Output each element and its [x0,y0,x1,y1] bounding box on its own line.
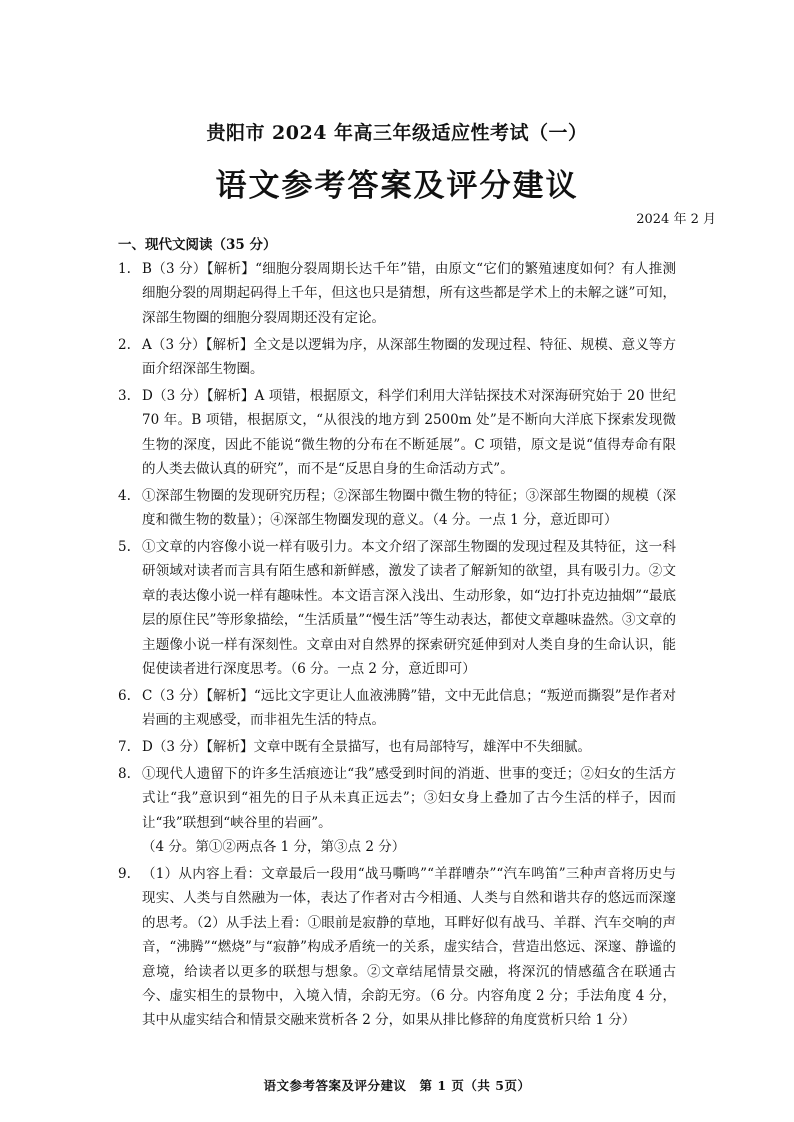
answer-number: 3. [118,387,131,404]
answer-text: ①深部生物圈的发现研究历程；②深部生物圈中微生物的特征；③深部生物圈的规模（深度和微生物的数量）；④深部生物圈发现的意义。（4 分。一点 1 分，意近即可） [142,487,676,529]
answer-item-5 [118,535,676,681]
page-footer: 语文参考答案及评分建议 第 1 页（共 5页） [263,1078,531,1093]
exam-title: 贵阳市 2024 年高三年级适应性考试（一） [206,122,588,144]
answer-number: 6. [118,687,131,704]
answer-number: 1. [118,261,131,277]
answer-text: A（3 分）【解析】全文是以逻辑为序，从深部生物圈的发现过程、特征、规模、意义等方面介绍深部生物圈。 [142,336,676,378]
answer-item-4 [118,484,676,533]
answer-number: 9. [118,865,131,882]
answer-text: D（3 分）【解析】A 项错，根据原文，科学们利用大洋钻探技术对深海研究始于 20 世纪 70 年。B 项错，根据原文，“从很浅的地方到 2500m 处”是不断向大洋底下探索发现微生物的深度，因此不能说“微生物的分布在不断延展”。C 项错，原文是说“值得寿命有限的人类去做认真的研究”，而不是“反思自身的生命活动方式”。 [142,387,676,478]
answer-list [118,257,676,1035]
document-date: 2024 年 2 月 [636,212,716,227]
document-title: 语文参考答案及评分建议 [215,168,579,204]
answer-item-2 [118,333,676,382]
answer-text: B（3 分）【解析】“细胞分裂周期长达千年”错，由原文“它们的繁殖速度如何？有人推测细胞分裂的周期起码得上千年，但这也只是猜想，所有这些都是学术上的未解之谜”可知，深部生物圈的细胞分裂周期还没有定论。 [142,261,676,326]
answer-item-8 [118,762,676,860]
answer-text: C（3 分）【解析】“远比文字更让人血液沸腾”错，文中无此信息；“叛逆而撕裂”是作者对岩画的主观感受，而非祖先生活的特点。 [142,687,676,729]
answer-number: 2. [118,336,131,353]
answer-text: ①现代人遗留下的许多生活痕迹让“我”感受到时间的消逝、世事的变迁；②妇女的生活方式让“我”意识到“祖先的日子从未真正远去”；③妇女身上叠加了古今生活的样子，因而让“我”联想到“峡谷里的岩画”。 [142,765,676,831]
scoring-note: （4 分。第①②两点各 1 分，第③点 2 分） [142,839,406,856]
answer-text: D（3 分）【解析】文章中既有全景描写，也有局部特写，雄浑中不失细腻。 [142,739,591,756]
answer-item-6 [118,684,676,733]
answer-text: （1）从内容上看：文章最后一段用“战马嘶鸣”“羊群嘈杂”“汽车鸣笛”三种声音将历史与现实、人类与自然融为一体，表达了作者对古今相通、人类与自然和谐共存的悠远而深邃的思考。（2）从手法上看：①眼前是寂静的草地，耳畔好似有战马、羊群、汽车交响的声音，“沸腾”“燃烧”与“寂静”构成矛盾统一的关系，虚实结合，营造出悠远、深邃、静谧的意境，给读者以更多的联想与想象。②文章结尾情景交融，将深沉的情感蕴含在联通古今、虚实相生的景物中，入境入情，余韵无穷。（6 分。内容角度 2 分；手法角度 4 分，其中从虚实结合和情景交融来赏析各 2 分，如果从排比修辞的角度赏析只给 1 分） [142,865,676,1029]
answer-number: 7. [118,739,131,756]
answer-item-3 [118,384,676,482]
answer-item-1 [118,257,676,330]
answer-number: 5. [118,539,131,556]
section-heading: 一、现代文阅读（35 分） [118,237,277,253]
answer-item-9 [118,862,676,1033]
answer-number: 4. [118,487,131,504]
answer-text: ①文章的内容像小说一样有吸引力。本文介绍了深部生物圈的发现过程及其特征，这一科研领域对读者而言具有陌生感和新鲜感，激发了读者了解新知的欲望，具有吸引力。②文章的表达像小说一样有趣味性。本文语言深入浅出、生动形象，如“边打扑克边抽烟”“最底层的原住民”等形象描绘，“生活质量”“慢生活”等生动表达，都使文章趣味盎然。③文章的主题像小说一样有深刻性。文章由对自然界的探索研究延伸到对人类自身的生命认识，能促使读者进行深度思考。（6 分。一点 2 分，意近即可） [142,539,677,678]
answer-number: 8. [118,765,131,782]
answer-item-7 [118,735,676,759]
